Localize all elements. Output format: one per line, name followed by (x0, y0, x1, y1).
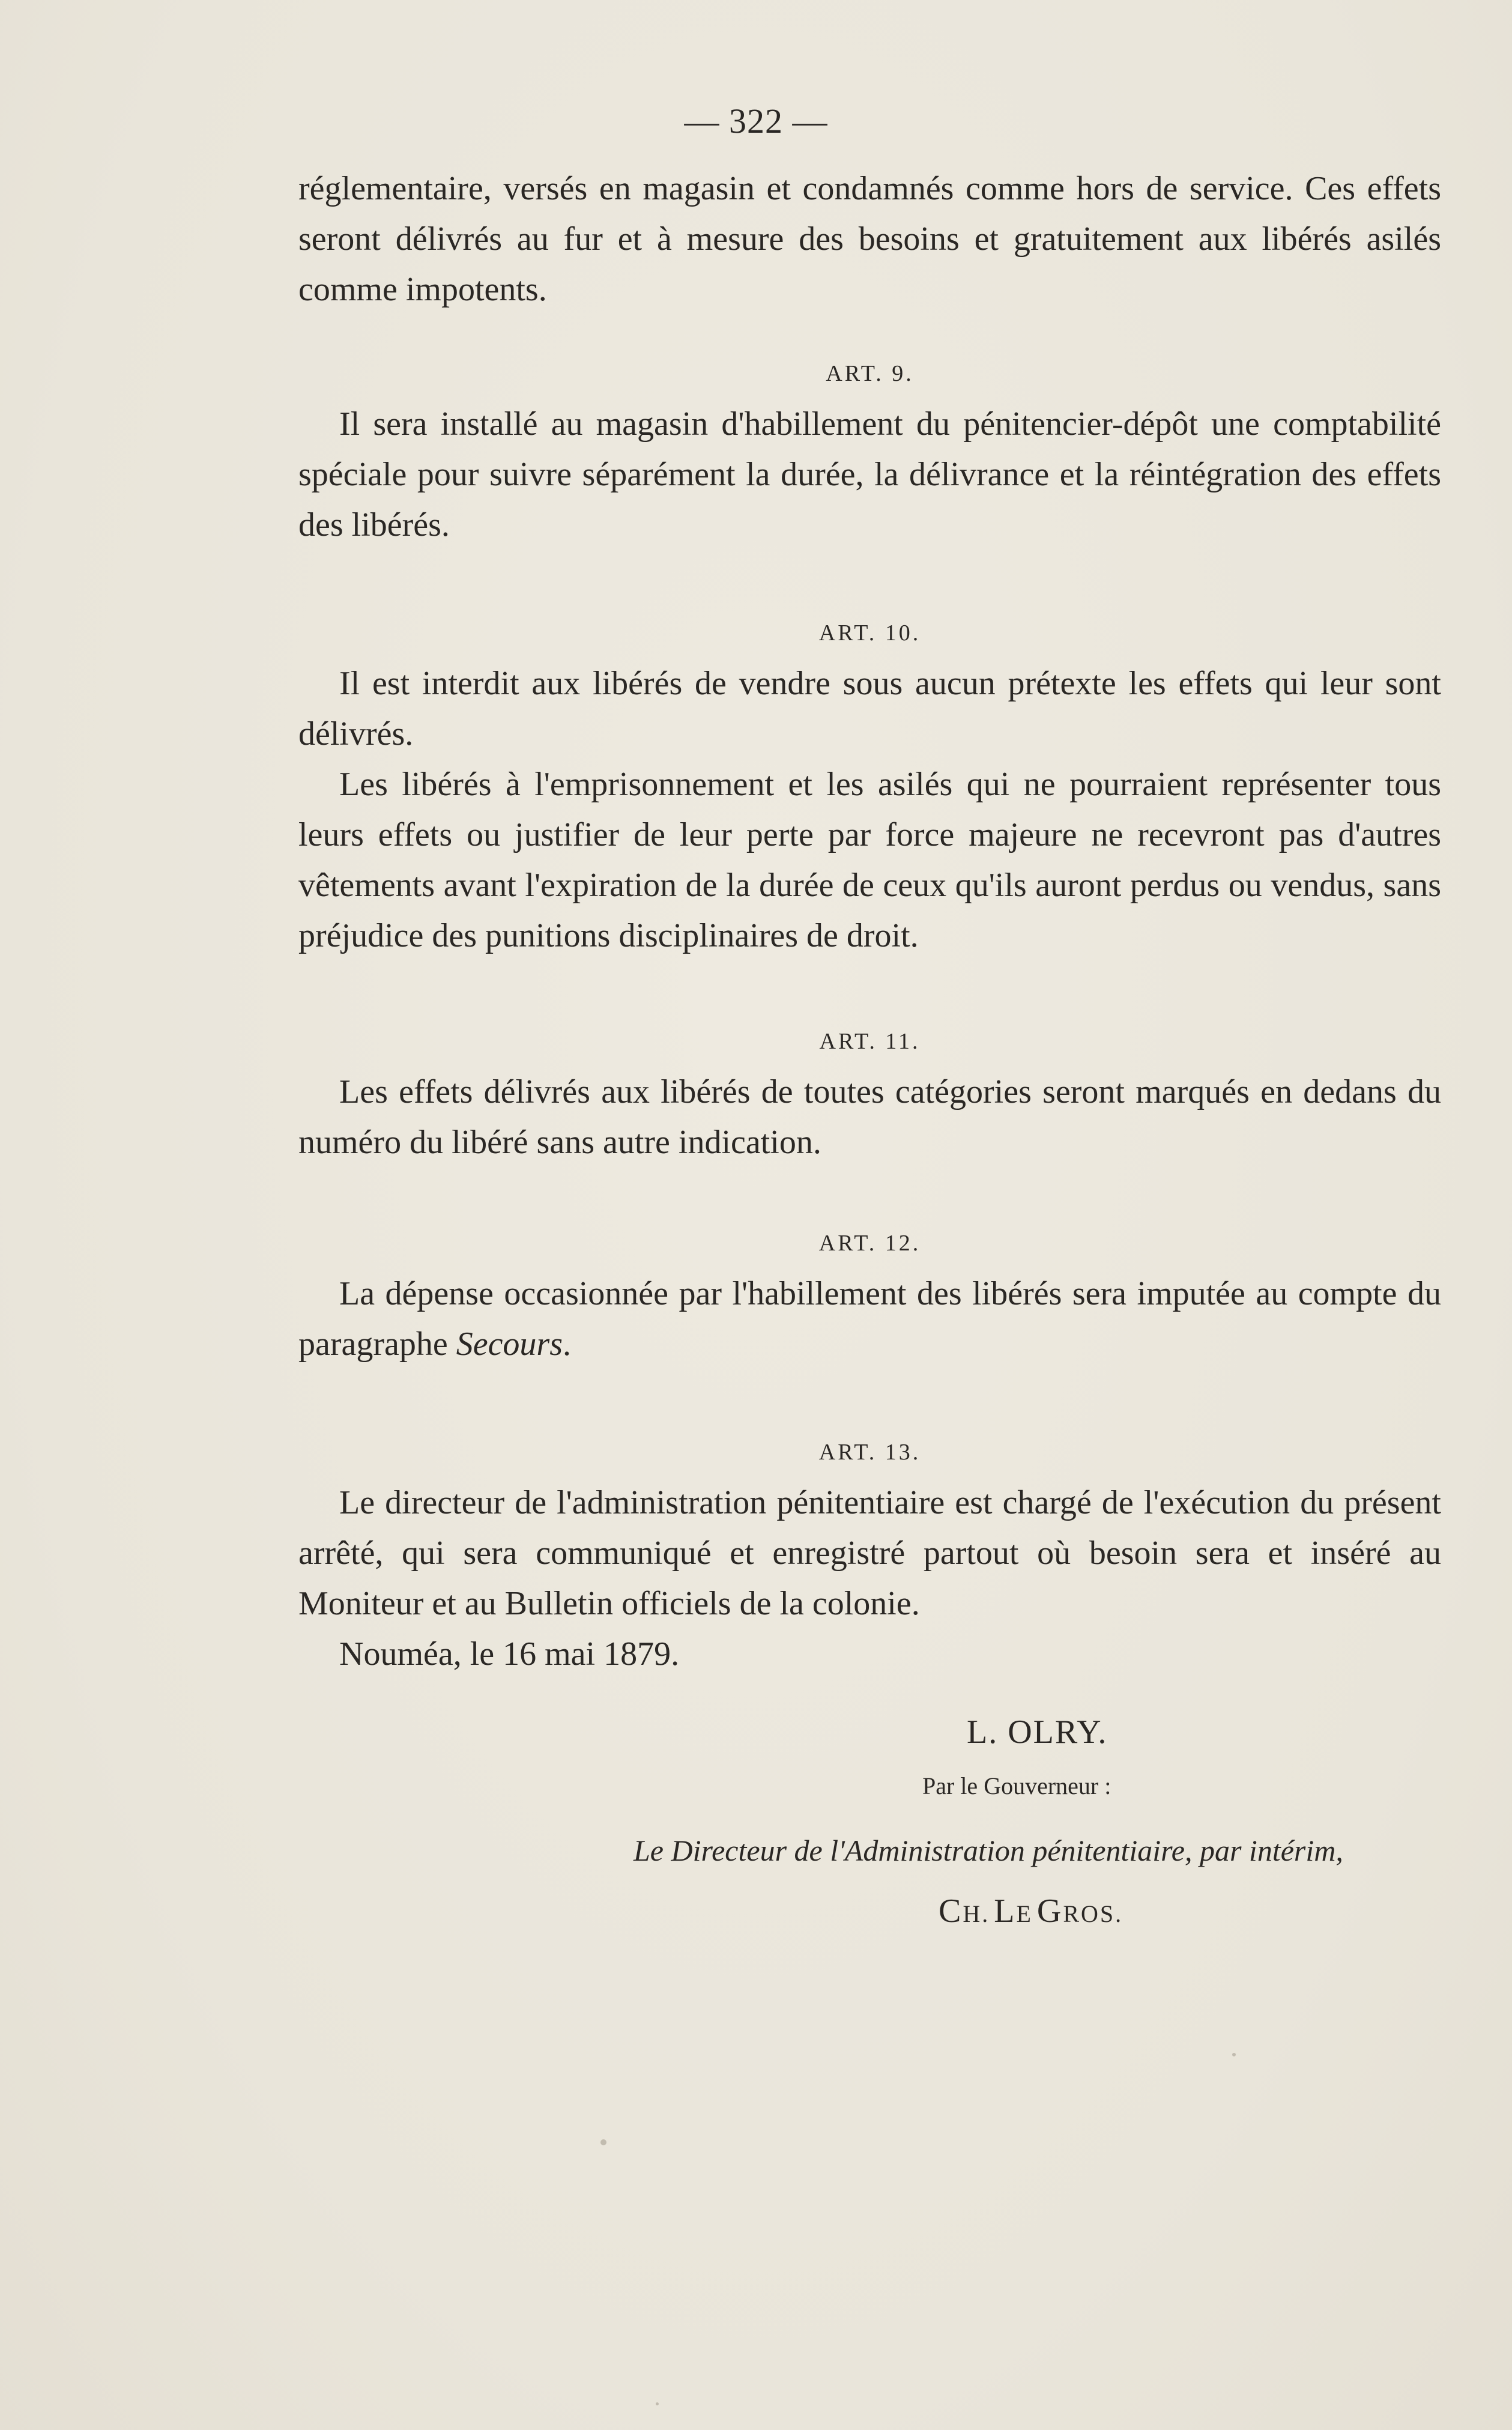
by-governor-line: Par le Gouverneur : (922, 1772, 1111, 1799)
article-heading: ART. 10. (818, 620, 921, 646)
name-rest: H. (963, 1900, 990, 1927)
emphasis-secours: Secours (456, 1326, 563, 1363)
signature-governor: L. OLRY. (967, 1713, 1108, 1751)
article-9 (298, 348, 1441, 550)
paragraph-text: Il sera installé au magasin d'habillement du pénitencier-dépôt une comptabilité spéciale pour suivre séparément la durée, la délivrance et la réintégration des effets des libérés. (298, 405, 1441, 544)
director-name (939, 1892, 1123, 1930)
article-heading: ART. 13. (818, 1440, 921, 1465)
paragraph-text (298, 1268, 1441, 1369)
article-10 (298, 608, 1441, 961)
paragraph-text: Les effets délivrés aux libérés de toutes catégories seront marqués en dedans du numéro du libéré sans autre indication. (298, 1073, 1441, 1161)
paper-speck (1232, 2053, 1236, 2056)
paragraph-intro (298, 163, 1441, 315)
name-initial: G (1036, 1892, 1063, 1930)
article-12 (298, 1218, 1441, 1369)
paragraph-text-start: La dépense occasionnée par l'habillement des libérés sera imputée au compte du paragraphe (298, 1275, 1441, 1363)
name-rest: ROS. (1063, 1900, 1123, 1927)
name-initial: C (939, 1892, 963, 1930)
name-rest: E (1016, 1900, 1033, 1927)
article-heading: ART. 12. (818, 1231, 921, 1256)
article-11 (298, 1016, 1441, 1168)
article-heading: ART. 11. (819, 1029, 921, 1054)
paper-speck (656, 2402, 659, 2405)
paper-speck (600, 2139, 606, 2145)
paragraph-text-end: . (563, 1326, 572, 1363)
article-heading: ART. 9. (826, 361, 914, 386)
date-line: Nouméa, le 16 mai 1879. (339, 1635, 680, 1673)
paragraph-text: Il est interdit aux libérés de vendre sous aucun prétexte les effets qui leur sont délivrés. (298, 665, 1441, 753)
paragraph-text: Le directeur de l'administration pénitentiaire est chargé de l'exécution du présent arrêté, qui sera communiqué et enregistré partout où besoin sera et inséré au Moniteur et au Bulletin officiels de la colonie. (298, 1484, 1441, 1622)
page-number: — 322 — (684, 102, 828, 141)
paragraph-text: Les libérés à l'emprisonnement et les asilés qui ne pourraient représenter tous leurs effets ou justifier de leur perte par force majeure ne recevront pas d'autres vêtements avant l'expiration de la durée de ceux qu'ils auront perdus ou vendus, sans préjudice des punitions disciplinaires de droit. (298, 766, 1441, 954)
article-13 (298, 1427, 1441, 1679)
director-title: Le Directeur de l'Administration pénitentiaire, par intérim, (634, 1834, 1343, 1867)
name-initial: L (994, 1892, 1017, 1930)
paragraph-text: réglementaire, versés en magasin et condamnés comme hors de service. Ces effets seront délivrés au fur et à mesure des besoins et gratuitement aux libérés asilés comme impotents. (298, 170, 1441, 308)
